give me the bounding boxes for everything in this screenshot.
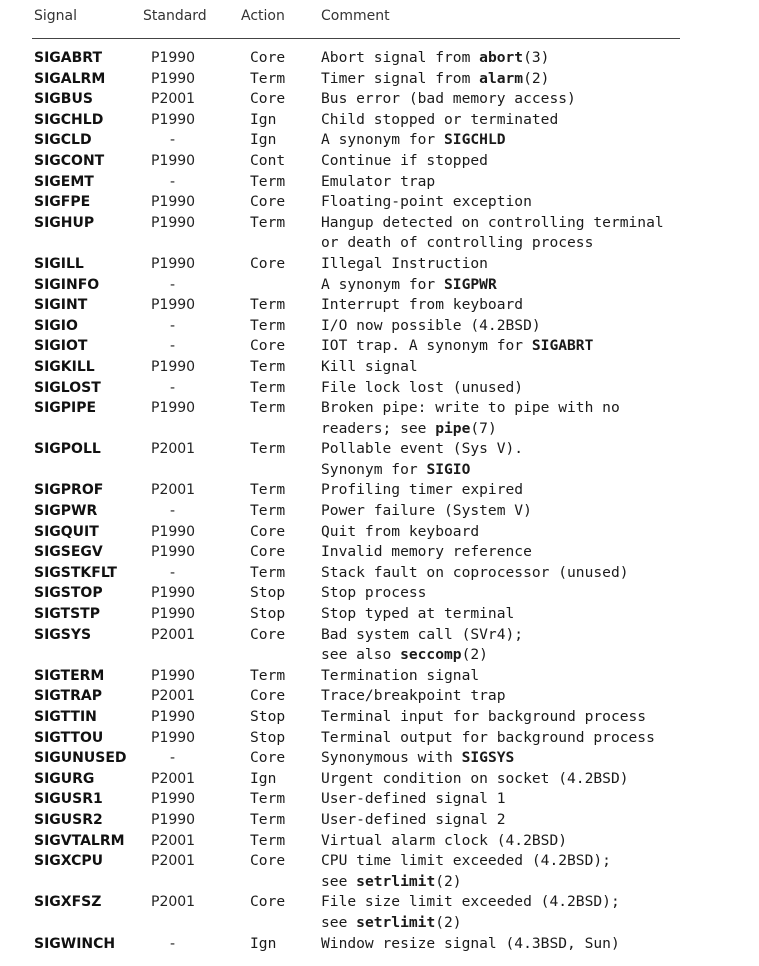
signal-name: SIGKILL	[34, 358, 95, 375]
table-row	[0, 810, 759, 831]
comment-reference: SIGCHLD	[444, 131, 506, 149]
signal-comment: Synonym for SIGIO	[321, 460, 471, 478]
signal-comment: IOT trap. A synonym for SIGABRT	[321, 337, 594, 355]
signal-comment: Continue if stopped	[321, 151, 488, 169]
comment-reference: SIGPWR	[444, 275, 497, 293]
signal-standard: P2001	[151, 441, 196, 458]
signal-name: SIGWINCH	[34, 935, 116, 952]
table-row	[0, 542, 759, 563]
table-row	[0, 378, 759, 399]
signal-standard: -	[170, 338, 176, 355]
signal-name: SIGEMT	[34, 173, 94, 190]
signal-standard: P1990	[151, 791, 196, 808]
signal-name: SIGHUP	[34, 214, 95, 231]
signal-comment: Profiling timer expired	[321, 481, 524, 499]
comment-reference: alarm	[479, 69, 524, 87]
signal-action: Core	[250, 254, 286, 272]
signal-comment: Broken pipe: write to pipe with no	[321, 399, 620, 417]
signal-action: Core	[250, 749, 286, 767]
table-row	[0, 625, 759, 666]
signal-standard: -	[170, 317, 176, 334]
signal-comment: Terminal output for background process	[321, 728, 655, 746]
signal-name: SIGUSR1	[34, 791, 103, 808]
signal-action: Term	[250, 316, 286, 334]
header-signal: Signal	[34, 8, 78, 24]
signal-comment: Child stopped or terminated	[321, 110, 559, 128]
signal-comment: readers; see pipe(7)	[321, 419, 497, 437]
signal-action: Stop	[250, 708, 286, 725]
signal-comment: see setrlimit(2)	[321, 913, 462, 931]
signal-name: SIGIOT	[34, 338, 88, 355]
signal-standard: P2001	[151, 770, 196, 787]
signal-action: Ign	[250, 110, 277, 128]
comment-reference: SIGIO	[426, 460, 471, 478]
table-row	[0, 151, 759, 172]
signal-name: SIGCONT	[34, 152, 105, 169]
table-row	[0, 707, 759, 728]
signal-comment: CPU time limit exceeded (4.2BSD);	[321, 852, 611, 870]
table-row	[0, 398, 759, 439]
table-row	[0, 934, 759, 955]
signal-standard: P1990	[151, 400, 196, 417]
table-row	[0, 769, 759, 790]
signal-action: Term	[250, 810, 286, 828]
signal-comment: File size limit exceeded (4.2BSD);	[321, 893, 620, 911]
signal-action: Term	[250, 502, 286, 520]
signal-comment: Power failure (System V)	[321, 502, 532, 520]
signal-name: SIGCHLD	[34, 111, 104, 128]
signal-action: Core	[250, 193, 286, 211]
table-row	[0, 439, 759, 480]
table-row	[0, 666, 759, 687]
signal-name: SIGBUS	[34, 91, 93, 108]
signal-action: Stop	[250, 605, 286, 623]
signal-table-body	[0, 48, 759, 954]
signal-comment: Stop typed at terminal	[321, 605, 515, 623]
header-action: Action	[241, 8, 285, 24]
signal-standard: P2001	[151, 91, 196, 108]
signal-standard: P1990	[151, 194, 196, 211]
table-row	[0, 130, 759, 151]
signal-comment: Termination signal	[321, 666, 480, 684]
signal-comment: Terminal input for background process	[321, 708, 647, 725]
table-row	[0, 357, 759, 378]
signal-name: SIGILL	[34, 255, 84, 272]
signal-name: SIGPWR	[34, 503, 98, 520]
comment-reference: setrlimit	[356, 872, 436, 890]
signal-action: Stop	[250, 584, 286, 602]
signal-comment: see also seccomp(2)	[321, 646, 488, 664]
signal-name: SIGTTIN	[34, 709, 97, 725]
signal-standard: P2001	[151, 626, 196, 643]
signal-standard: -	[170, 503, 176, 520]
signal-standard: P1990	[151, 811, 196, 828]
signal-action: Core	[250, 522, 286, 540]
signal-comment: Quit from keyboard	[321, 522, 480, 540]
signal-standard: P2001	[151, 688, 196, 705]
signal-standard: P1990	[151, 544, 196, 561]
signal-comment: Bad system call (SVr4);	[321, 625, 524, 643]
signal-standard: -	[170, 935, 176, 952]
signal-comment: A synonym for SIGCHLD	[321, 131, 506, 149]
comment-reference: abort	[479, 49, 524, 66]
signal-action: Core	[250, 852, 286, 870]
signal-comment: Interrupt from keyboard	[321, 296, 524, 314]
signal-standard: P1990	[151, 111, 196, 128]
table-row	[0, 48, 759, 69]
table-row	[0, 275, 759, 296]
signal-standard: P1990	[151, 358, 196, 375]
comment-reference: SIGABRT	[531, 337, 594, 355]
signal-name: SIGABRT	[34, 50, 102, 66]
table-row	[0, 480, 759, 501]
signal-comment: Pollable event (Sys V).	[321, 440, 524, 458]
signal-action: Term	[250, 831, 286, 849]
signal-standard: -	[170, 379, 176, 396]
signal-action: Term	[250, 213, 286, 231]
signal-name: SIGTTOU	[34, 729, 104, 746]
comment-reference: seccomp	[400, 646, 462, 664]
table-row	[0, 748, 759, 769]
signal-action: Core	[250, 687, 286, 705]
signal-name: SIGXCPU	[34, 853, 103, 870]
table-header	[0, 8, 759, 30]
signal-comment: see setrlimit(2)	[321, 872, 462, 890]
signal-comment: Synonymous with SIGSYS	[321, 749, 515, 767]
table-row	[0, 583, 759, 604]
signal-name: SIGIO	[34, 317, 78, 334]
signal-name: SIGFPE	[34, 194, 91, 211]
signal-name: SIGSTOP	[34, 585, 103, 602]
signal-action: Term	[250, 399, 286, 417]
table-row	[0, 789, 759, 810]
signal-standard: P2001	[151, 832, 196, 849]
signal-name: SIGTSTP	[34, 606, 100, 623]
header-comment: Comment	[321, 8, 390, 24]
table-row	[0, 831, 759, 852]
signal-name: SIGUSR2	[34, 811, 103, 828]
signal-standard: P1990	[151, 585, 196, 602]
signal-comment: Kill signal	[321, 357, 418, 375]
signal-comment: Hangup detected on controlling terminal	[321, 213, 664, 231]
signal-action: Term	[250, 563, 286, 581]
table-row	[0, 110, 759, 131]
table-row	[0, 192, 759, 213]
signal-standard: P1990	[151, 50, 196, 66]
comment-reference: SIGSYS	[461, 749, 515, 767]
table-row	[0, 172, 759, 193]
signal-action: Core	[250, 337, 286, 355]
signal-action: Core	[250, 893, 286, 911]
signal-comment: Floating-point exception	[321, 193, 532, 211]
signal-name: SIGVTALRM	[34, 832, 125, 849]
signal-name: SIGPOLL	[34, 441, 101, 458]
signal-comment: I/O now possible (4.2BSD)	[321, 316, 541, 334]
signal-standard: P1990	[151, 255, 196, 272]
signal-comment: User-defined signal 1	[321, 790, 506, 808]
signal-standard: P2001	[151, 853, 196, 870]
signal-action: Cont	[250, 151, 286, 169]
signal-action: Core	[250, 49, 286, 66]
signal-standard: P1990	[151, 297, 196, 314]
comment-reference: pipe	[435, 419, 471, 437]
table-row	[0, 254, 759, 275]
signal-action: Term	[250, 357, 286, 375]
signal-action: Term	[250, 666, 286, 684]
signal-action: Core	[250, 90, 286, 108]
signal-action: Term	[250, 172, 286, 190]
signal-comment: or death of controlling process	[321, 234, 594, 252]
signal-action: Core	[250, 625, 286, 643]
signal-standard: P1990	[151, 214, 196, 231]
signal-standard: -	[170, 173, 176, 190]
signal-action: Term	[250, 481, 286, 499]
header-divider	[32, 38, 680, 39]
signal-standard: P1990	[151, 667, 196, 684]
signal-comment: Virtual alarm clock (4.2BSD)	[321, 831, 568, 849]
signal-standard: -	[170, 564, 176, 581]
signal-standard: P1990	[151, 523, 196, 540]
signal-action: Core	[250, 543, 286, 561]
signal-comment: Bus error (bad memory access)	[321, 90, 576, 108]
signal-name: SIGSEGV	[34, 544, 103, 561]
signal-standard: -	[170, 132, 176, 149]
signal-action: Term	[250, 69, 286, 87]
table-row	[0, 316, 759, 337]
signal-name: SIGXFSZ	[34, 894, 102, 911]
comment-reference: setrlimit	[356, 913, 436, 931]
signal-comment: Timer signal from alarm(2)	[321, 69, 550, 87]
signal-name: SIGSYS	[34, 626, 92, 643]
signal-standard: -	[170, 750, 176, 767]
table-row	[0, 563, 759, 584]
table-row	[0, 295, 759, 316]
signal-name: SIGINFO	[34, 276, 100, 293]
signal-action: Ign	[250, 769, 277, 787]
signal-comment: Invalid memory reference	[321, 543, 532, 561]
table-row	[0, 851, 759, 892]
signal-action: Term	[250, 378, 286, 396]
signal-comment: Emulator trap	[321, 172, 436, 190]
signal-standard: P1990	[151, 152, 196, 169]
signal-comment: A synonym for SIGPWR	[321, 275, 497, 293]
signal-name: SIGPROF	[34, 482, 104, 499]
signal-comment: Window resize signal (4.3BSD, Sun)	[321, 934, 620, 952]
signal-name: SIGTERM	[34, 667, 105, 684]
signal-name: SIGLOST	[34, 379, 101, 396]
signal-name: SIGQUIT	[34, 523, 99, 540]
table-row	[0, 892, 759, 933]
signal-comment: Illegal Instruction	[321, 254, 488, 272]
signal-standard: P1990	[151, 70, 196, 87]
signal-action: Ign	[250, 131, 277, 149]
table-row	[0, 501, 759, 522]
signal-standard: P2001	[151, 894, 196, 911]
signal-name: SIGUNUSED	[34, 750, 127, 767]
signal-name: SIGSTKFLT	[34, 564, 117, 581]
table-row	[0, 213, 759, 254]
table-row	[0, 686, 759, 707]
signal-comment: User-defined signal 2	[321, 810, 506, 828]
signal-standard: P1990	[151, 709, 196, 725]
table-row	[0, 728, 759, 749]
signal-name: SIGPIPE	[34, 400, 97, 417]
signal-name: SIGALRM	[34, 70, 106, 87]
signal-name: SIGTRAP	[34, 688, 102, 705]
table-row	[0, 604, 759, 625]
signal-action: Ign	[250, 934, 277, 952]
signal-action: Term	[250, 296, 286, 314]
signal-name: SIGINT	[34, 297, 88, 314]
signal-comment: File lock lost (unused)	[321, 378, 524, 396]
signal-name: SIGURG	[34, 770, 95, 787]
signal-comment: Stop process	[321, 584, 427, 602]
table-row	[0, 336, 759, 357]
header-standard: Standard	[143, 8, 207, 24]
signal-action: Term	[250, 790, 286, 808]
signal-comment: Trace/breakpoint trap	[321, 687, 506, 705]
signal-standard: P1990	[151, 606, 196, 623]
signal-action: Term	[250, 440, 286, 458]
signal-standard: P2001	[151, 482, 196, 499]
signal-standard: P1990	[151, 729, 196, 746]
signal-standard: -	[170, 276, 176, 293]
signal-comment: Abort signal from abort(3)	[321, 49, 550, 66]
table-row	[0, 89, 759, 110]
signal-comment: Stack fault on coprocessor (unused)	[321, 563, 629, 581]
table-row	[0, 522, 759, 543]
signal-action: Stop	[250, 728, 286, 746]
signal-name: SIGCLD	[34, 132, 92, 149]
table-row	[0, 69, 759, 90]
signal-comment: Urgent condition on socket (4.2BSD)	[321, 769, 629, 787]
